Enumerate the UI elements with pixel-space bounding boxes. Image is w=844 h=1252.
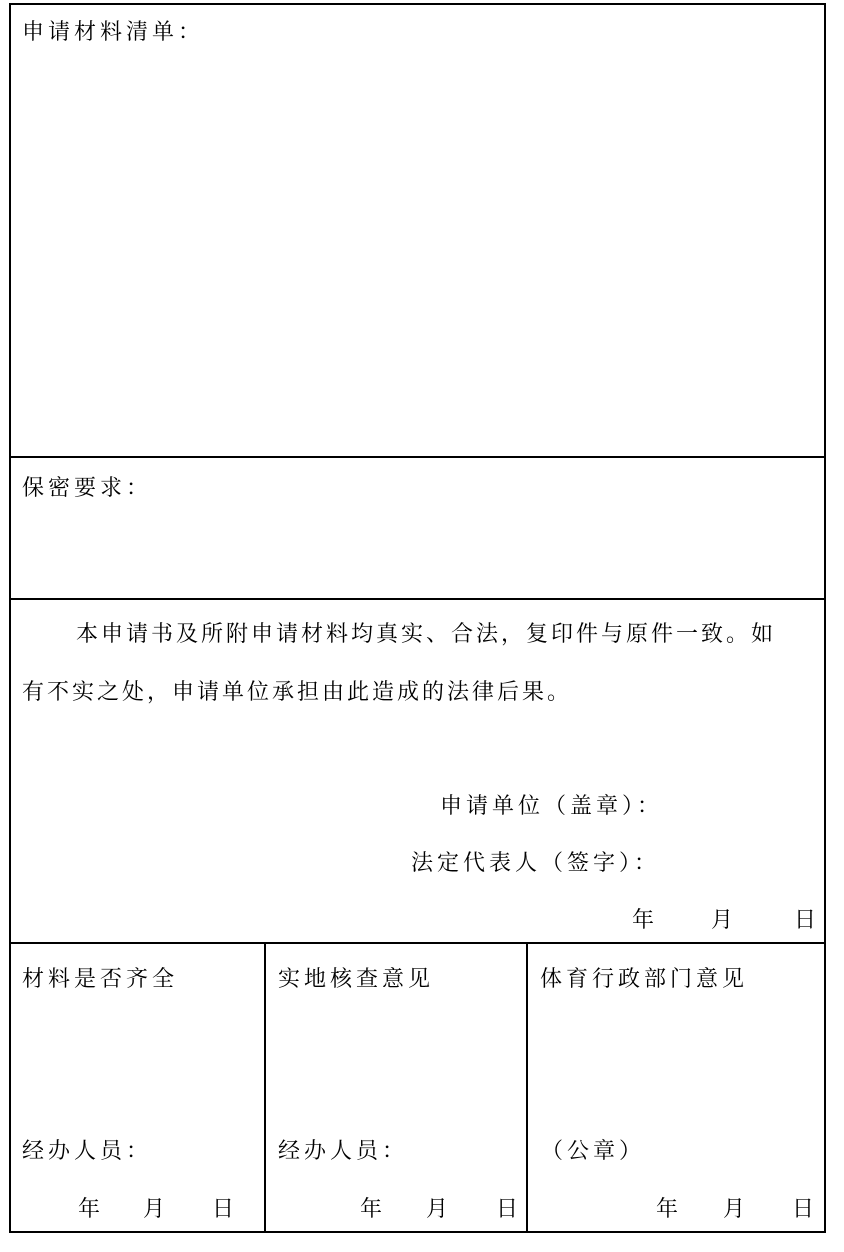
legal-representative-signature-label: 法定代表人（签字）： <box>411 851 661 876</box>
col3-date-day: 日 <box>792 1197 819 1222</box>
col-divider-2 <box>526 942 528 1233</box>
materials-complete-title: 材料是否齐全 <box>22 967 179 992</box>
col2-date-day: 日 <box>496 1197 523 1222</box>
official-seal-label: （公章） <box>541 1139 646 1164</box>
row-divider-2 <box>9 598 826 600</box>
col2-date-month: 月 <box>426 1197 453 1222</box>
site-inspection-title: 实地核查意见 <box>278 967 435 992</box>
row-divider-3 <box>9 942 826 944</box>
sports-department-opinion-title: 体育行政部门意见 <box>540 967 749 992</box>
declaration-date-year: 年 <box>632 908 659 933</box>
applicant-unit-seal-label: 申请单位（盖章）： <box>440 794 664 819</box>
declaration-line-1: 本申请书及所附申请材料均真实、合法，复印件与原件一致。如 <box>76 622 777 647</box>
border-right <box>824 3 826 1233</box>
materials-list-label: 申请材料清单： <box>22 20 205 45</box>
declaration-date-month: 月 <box>711 908 738 933</box>
col1-date-year: 年 <box>78 1197 105 1222</box>
declaration-date-day: 日 <box>794 908 821 933</box>
col1-handler-label: 经办人员： <box>22 1139 153 1164</box>
border-top <box>10 3 826 5</box>
col2-handler-label: 经办人员： <box>278 1139 409 1164</box>
border-left <box>9 3 11 1233</box>
col2-date-year: 年 <box>360 1197 387 1222</box>
declaration-line-2: 有不实之处，申请单位承担由此造成的法律后果。 <box>22 680 573 705</box>
col3-date-month: 月 <box>723 1197 750 1222</box>
row-divider-1 <box>9 456 826 458</box>
col1-date-day: 日 <box>212 1197 239 1222</box>
col1-date-month: 月 <box>143 1197 170 1222</box>
col3-date-year: 年 <box>656 1197 683 1222</box>
border-bottom <box>9 1231 826 1233</box>
col-divider-1 <box>264 942 266 1233</box>
confidentiality-label: 保密要求： <box>22 476 153 501</box>
